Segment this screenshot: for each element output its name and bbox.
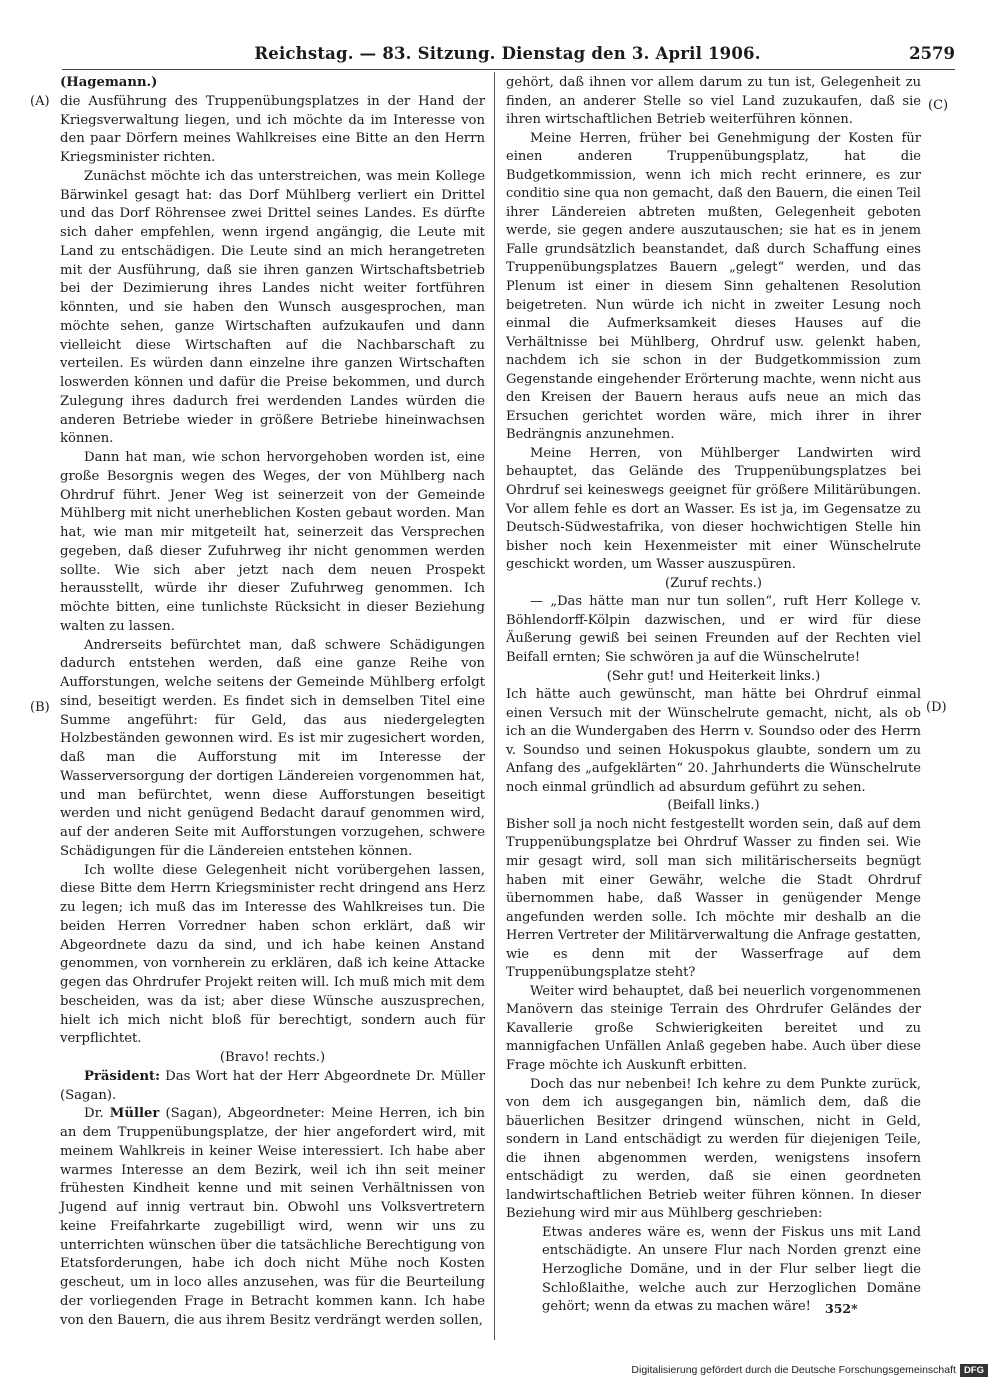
paragraph: Meine Herren, von Mühlberger Landwirten wird behauptet, das Gelände des Truppenübungsplatzes bei Ohrdruf sei keineswegs geeignet für größere Militärübungen. Vor allem fehle es dort an Wasser. Es ist ja, im Gegensatze zu Deutsch-Südwestafrika, von dieser hochwichtigen Stelle hin bisher noch kein Hexenmeister mit einer Wünschelrute geschickt worden, um Wasser auszuspüren. <box>506 445 921 573</box>
column-divider <box>494 72 495 1340</box>
paragraph: Bisher soll ja noch nicht festgestellt worden sein, daß auf dem Truppenübungsplatze bei Ohrdruf Wasser zu finden sei. Wie mir gesagt wird, soll man sich militärischerseits begnügt haben mit einer Gewähr, welche die Stadt Ohrdruf übernommen habe, daß Wasser in genügender Menge angefunden werden solle. Ich möchte mir deshalb an die Herren Vertreter der Militärverwaltung die Anfrage gestatten, wie es denn mit der Wasserfrage auf dem Truppenübungsplatze steht? <box>506 816 921 981</box>
margin-marker-d: (D) <box>926 700 947 715</box>
left-column <box>60 74 485 1330</box>
paragraph: — „Das hätte man nur tun sollen“, ruft Herr Kollege v. Böhlendorff-Kölpin dazwischen, und er wird für diese Äußerung gewiß bei seinen Freunden auf der Rechten viel Beifall ernten; Sie schwören ja auf die Wünschelrute! <box>506 594 921 665</box>
paragraph: Andrerseits befürchtet man, daß schwere Schädigungen dadurch entstehen werden, daß eine ganze Reihe von Aufforstungen, welche seitens der Gemeinde Mühlberg erfolgt sind, beseitigt werden. Es findet sich in demselben Titel eine Summe angeführt: für Geld, das aus niedergelegten Holzbeständen gewonnen wird. Es ist mir zugesichert worden, daß man die Aufforstung mit im Interesse der Wasserversorgung der dortigen Ländereien vorgenommen hat, und man befürchtet, wenn diese Aufforstungen beseitigt werden und nicht genügend Bedacht darauf genommen wird, auf der anderen Seite mit Aufforstungen vorzugehen, schwere Schädigungen für die Ländereien entstehen können. <box>60 637 485 859</box>
right-column <box>506 74 921 1317</box>
speaker-name: Müller <box>109 1106 160 1122</box>
paragraph: Doch das nur nebenbei! Ich kehre zu dem Punkte zurück, von dem ich ausgegangen bin, nämlich dem, daß die bäuerlichen Besitzer dringend wünschen, nicht in Geld, sondern in Land entschädigt zu werden für diejenigen Teile, die ihnen abgenommen werden, wenigstens insofern entschädigt zu werden, daß sie einen geordneten landwirtschaftlichen Betrieb weiter führen können. In dieser Beziehung wird mir aus Mühlberg geschrieben: <box>506 1076 921 1222</box>
speaker-tag: (Hagemann.) <box>60 75 158 90</box>
running-title: Reichstag. — 83. Sitzung. Dienstag den 3. April 1906. <box>254 44 761 63</box>
paragraph: die Ausführung des Truppenübungsplatzes in der Hand der Kriegsverwaltung liegen, und ich möchte da im Interesse von den paar Dörfern meines Wahlkreises eine Bitte an den Herrn Kriegsminister richten. <box>60 93 485 165</box>
paragraph: Dann hat man, wie schon hervorgehoben worden ist, eine große Besorgnis wegen des Weges, der von Mühlberg nach Ohrdruf führt. Jener Weg ist seinerzeit von der Gemeinde Mühlberg mit nicht unerheblichen Kosten gebaut worden. Man hat, wie man mir mitgeteilt hat, seinerzeit das Versprechen gegeben, daß dieser Zufuhrweg ihr nicht genommen werden sollte. Wie sich aber jetzt nach dem neuen Prospekt herausstellt, würde ihr dieser Zufuhrweg genommen. Ich möchte bitten, eine tunlichste Rücksicht in dieser Beziehung walten zu lassen. <box>60 450 485 634</box>
margin-marker-b: (B) <box>30 700 50 715</box>
signature-mark: 352* <box>825 1301 858 1316</box>
paragraph: Zunächst möchte ich das unterstreichen, was mein Kollege Bärwinkel gesagt hat: das Dorf Mühlberg verliert ein Drittel und das Dorf Röhrensee zwei Drittel seines Landes. Es dürfte sich daher empfehlen, wenn irgend angängig, die Leute mit Land zu entschädigen. Die Leute sind an mich herangetreten mit der Ausführung, daß sie ihren ganzen Wirtschaftsbetrieb bei der Dezimierung ihres Landes nicht weiter fortführen könnten, und sie haben den Wunsch ausgesprochen, man möchte sehen, ganze Wirtschaften aufzukaufen und dann vielleicht diese Wirtschaften auf die Nachbarschaft zu verteilen. Es würden dann einzelne ihre ganzen Wirtschaften loswerden können und dafür die Preise bekommen, und durch Zulegung ihres dadurch frei werdenden Landes würden die anderen Betriebe wieder in größere Betriebe hineinwachsen können. <box>60 168 485 447</box>
paragraph: Meine Herren, früher bei Genehmigung der Kosten für einen anderen Truppenübungsplatz, hat die Budgetkommission, wenn ich mich recht erinnere, es zur conditio sine qua non gemacht, daß den Bauern, die einen Teil ihrer Ländereien abtreten mußten, Gelegenheit geboten werde, sie gegen andere auszutauschen; sie hat es in jenem Falle grundsätzlich beanstandet, daß durch Schaffung eines Truppenübungsplatzes Bauern „gelegt“ werden, und das Plenum ist einer in diesem Sinn gehaltenen Resolution beigetreten. Nun würde ich nicht in zweiter Lesung noch einmal die Aufmerksamkeit dieses Hauses auf die Verhältnisse bei Mühlberg, Ohrdruf usw. gelenkt haben, nachdem ich sie schon in der Budgetkommission zum Gegenstande eingehender Erörterung machte, wenn nicht aus den Kreisen der Bauern heraus aufs neue an mich das Ersuchen gerichtet worden wäre, mich ihrer in ihrer Bedrängnis anzunehmen. <box>506 130 921 443</box>
interjection: (Beifall links.) <box>667 798 760 814</box>
interjection: (Zuruf rechts.) <box>664 575 763 591</box>
paragraph: Weiter wird behauptet, daß bei neuerlich vorgenommenen Manövern das steinige Terrain des Ohrdrufer Geländes der Kavallerie große Schwierigkeiten bereitet und zu mannigfachen Unfällen Anlaß gegeben habe. Auch über diese Frage möchte ich Auskunft erbitten. <box>506 983 921 1073</box>
header-rule <box>62 69 955 70</box>
dfg-logo: DFG <box>960 1364 988 1377</box>
interjection: (Bravo! rechts.) <box>219 1050 326 1065</box>
digitization-credit: Digitalisierung gefördert durch die Deutsche Forschungsgemeinschaft DFG <box>631 1364 988 1377</box>
paragraph: gehört, daß ihnen vor allem darum zu tun ist, Gelegenheit zu finden, an anderer Stelle so viel Land zuzukaufen, daß sie ihren wirtschaftlichen Betrieb weiterführen können. <box>506 75 921 128</box>
mueller-paragraph: Dr. Müller (Sagan), Abgeordneter: Meine Herren, ich bin an dem Truppenübungsplatze, der hier angefordert wird, mit meinem Wahlkreis in keiner Weise interessiert. Ich habe aber warmes Interesse an dem Bezirk, weil ich ihn seit meiner frühesten Kindheit kenne und mit seinen Verhältnissen von Jugend auf innig vertraut bin. Obwohl uns Volksvertretern keine Freifahrkarte zugebilligt wird, wenn wir uns zu unterrichten wünschen über die tatsächliche Berechtigung von Etatsforderungen, habe ich doch nicht Mühe noch Kosten gescheut, um in loco alles anzusehen, was für die Beurteilung der vorliegenden Frage in Betracht kommen kann. Ich habe von den Bauern, die aus ihrem Besitz verdrängt werden sollen, <box>60 1106 485 1328</box>
paragraph: Ich wollte diese Gelegenheit nicht vorübergehen lassen, diese Bitte dem Herrn Kriegsminister recht dringend ans Herz zu legen; ich muß das im Interesse des Wahlkreises tun. Die beiden Herren Vorredner haben schon erklärt, daß wir Abgeordnete dazu da sind, und ich habe keinen Anstand genommen, von vornherein zu erklären, daß ich keine Attacke gegen das Ohrdrufer Projekt reiten will. Ich muß mich mit dem bescheiden, was da ist; aber diese Wünsche auszusprechen, hielt ich mich nicht bloß für berechtigt, sondern auch für verpflichtet. <box>60 862 485 1047</box>
block-quote: Etwas anderes wäre es, wenn der Fiskus uns mit Land entschädigte. An unsere Flur nach Norden grenzt eine Herzogliche Domäne, und in der Flur selber liegt die Schloßlaithe, welche auch zur Herzoglichen Domäne gehört; wenn da etwas zu machen wäre! <box>542 1224 921 1315</box>
margin-marker-c: (C) <box>928 98 949 113</box>
paragraph: Ich hätte auch gewünscht, man hätte bei Ohrdruf einmal einen Versuch mit der Wünschelrute gemacht, nicht, als ob ich an die Wundergaben des Herrn v. Soundso oder des Herrn v. Soundso und seinen Hokuspokus glaubte, sondern um zu Anfang des „aufgeklärten“ 20. Jahrhunderts die Wünschelrute noch einmal gründlich ad absurdum geführt zu sehen. <box>506 687 921 795</box>
interjection: (Sehr gut! und Heiterkeit links.) <box>606 668 821 684</box>
page-number: 2579 <box>909 44 955 63</box>
speaker-label: Präsident: <box>84 1068 161 1084</box>
president-paragraph: Präsident: Das Wort hat der Herr Abgeordnete Dr. Müller (Sagan). <box>60 1068 485 1103</box>
margin-marker-a: (A) <box>30 94 50 109</box>
